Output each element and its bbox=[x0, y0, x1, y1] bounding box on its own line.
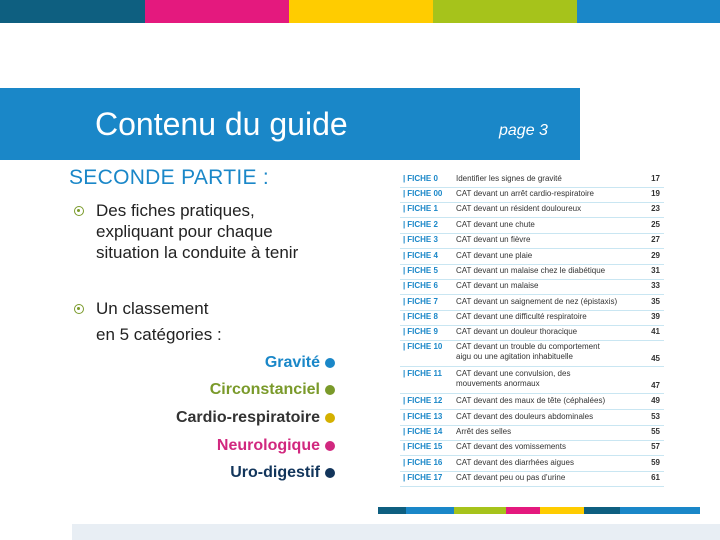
toc-row: | FICHE 10 CAT devant un trouble du comportement aigu ou une agitation inhabituelle 45 bbox=[400, 342, 664, 367]
top-color-bar bbox=[0, 0, 720, 23]
bottom-color-segment bbox=[406, 507, 454, 514]
toc-row: | FICHE 2 CAT devant une chute 25 bbox=[400, 220, 664, 234]
category-dot-neurologique bbox=[325, 441, 335, 451]
toc-row: | FICHE 6 CAT devant un malaise 33 bbox=[400, 281, 664, 295]
bullet-icon bbox=[74, 304, 84, 314]
bullet-text: Des fiches pratiques, expliquant pour chaque situation la conduite à tenir bbox=[96, 201, 299, 262]
category-dot-uro-digestif bbox=[325, 468, 335, 478]
toc-row: | FICHE 14 Arrêt des selles 55 bbox=[400, 427, 664, 441]
toc-row: | FICHE 0 Identifier les signes de gravité 17 bbox=[400, 174, 664, 188]
toc-row: | FICHE 3 CAT devant un fièvre 27 bbox=[400, 235, 664, 249]
category-label-circonstanciel: Circonstanciel bbox=[209, 381, 320, 398]
toc-row: | FICHE 4 CAT devant une plaie 29 bbox=[400, 251, 664, 265]
bottom-color-segment bbox=[620, 507, 700, 514]
category-label-uro-digestif: Uro-digestif bbox=[230, 464, 320, 481]
toc-row: | FICHE 8 CAT devant une difficulté respiratoire 39 bbox=[400, 312, 664, 326]
bottom-color-segment bbox=[540, 507, 584, 514]
section-title: SECONDE PARTIE : bbox=[69, 166, 270, 189]
bottom-color-segment bbox=[378, 507, 406, 514]
bullet-text: Un classement en 5 catégories : bbox=[96, 299, 222, 344]
toc-row: | FICHE 5 CAT devant un malaise chez le diabétique 31 bbox=[400, 266, 664, 280]
toc-row: | FICHE 00 CAT devant un arrêt cardio-respiratoire 19 bbox=[400, 189, 664, 203]
color-segment bbox=[289, 0, 433, 23]
toc-row: | FICHE 15 CAT devant des vomissements 57 bbox=[400, 442, 664, 456]
category-dot-cardio bbox=[325, 413, 335, 423]
category-label-cardio: Cardio-respiratoire bbox=[175, 409, 320, 426]
toc-row: | FICHE 7 CAT devant un saignement de nez (épistaxis) 35 bbox=[400, 297, 664, 311]
bottom-color-segment bbox=[454, 507, 506, 514]
footer-band bbox=[72, 524, 720, 540]
toc-row: | FICHE 11 CAT devant une convulsion, des mouvements anormaux 47 bbox=[400, 369, 664, 394]
toc-row: | FICHE 16 CAT devant des diarrhées aigues 59 bbox=[400, 458, 664, 472]
bottom-color-segment bbox=[506, 507, 540, 514]
category-dot-gravite bbox=[325, 358, 335, 368]
toc-row: | FICHE 13 CAT devant des douleurs abdominales 53 bbox=[400, 412, 664, 426]
toc-row: | FICHE 12 CAT devant des maux de tête (céphalées) 49 bbox=[400, 396, 664, 410]
color-segment bbox=[433, 0, 577, 23]
category-label-gravite: Gravité bbox=[264, 354, 320, 371]
color-segment bbox=[577, 0, 720, 23]
bullet-icon bbox=[74, 206, 84, 216]
toc-row: | FICHE 17 CAT devant peu ou pas d'urine 61 bbox=[400, 473, 664, 487]
toc-row: | FICHE 9 CAT devant un douleur thoracique 41 bbox=[400, 327, 664, 341]
slide-title: Contenu du guide bbox=[95, 106, 348, 142]
toc-row: | FICHE 1 CAT devant un résident douloureux 23 bbox=[400, 204, 664, 218]
category-label-neurologique: Neurologique bbox=[216, 437, 320, 454]
bottom-color-segment bbox=[584, 507, 620, 514]
page-number: page 3 bbox=[499, 122, 548, 139]
color-segment bbox=[145, 0, 289, 23]
category-dot-circonstanciel bbox=[325, 385, 335, 395]
color-segment bbox=[0, 0, 145, 23]
